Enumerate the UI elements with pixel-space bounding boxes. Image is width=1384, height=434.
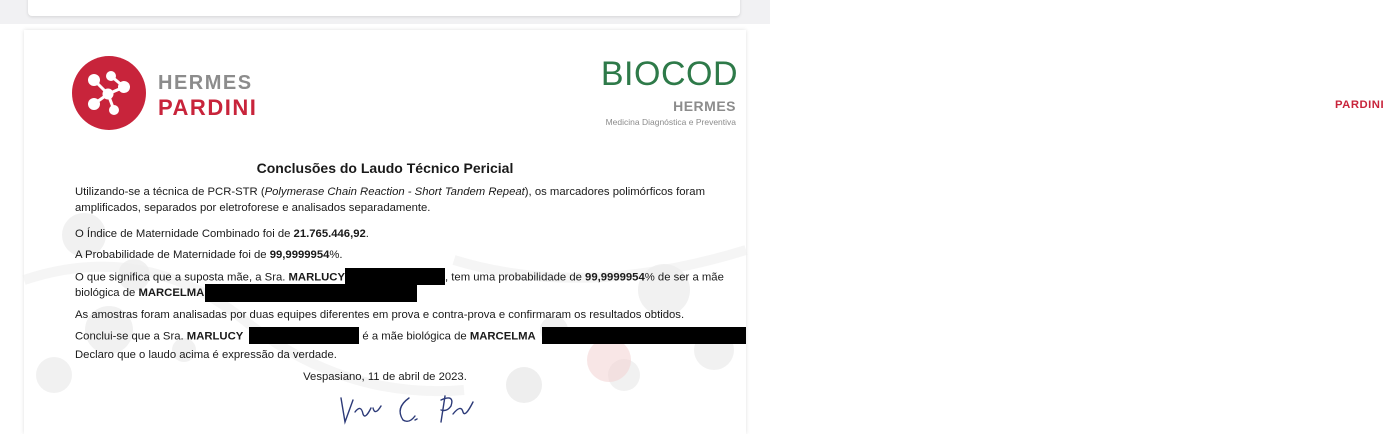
- logo-hermes-text: HERMES: [158, 72, 253, 94]
- biocod-brand-hermes: HERMES: [673, 98, 736, 114]
- redaction-bar: [345, 268, 445, 285]
- paragraph-conclusion: [75, 328, 735, 345]
- paragraph-method: [75, 185, 735, 216]
- index-text: O Índice de Maternidade Combinado foi de: [75, 228, 294, 240]
- logo-pardini-text: PARDINI: [158, 95, 258, 120]
- probability-text: A Probabilidade de Maternidade foi de: [75, 249, 270, 261]
- probability-end: %.: [329, 249, 343, 261]
- biocod-tagline: Medicina Diagnóstica e Preventiva: [605, 117, 736, 127]
- biocod-brand-pardini: PARDINI: [1334, 99, 1384, 111]
- redaction-bar: [205, 284, 417, 302]
- report-page: [24, 30, 1384, 434]
- meaning-text-a: O que significa que a suposta mãe, a Sra.: [75, 271, 289, 284]
- biocod-brand-line: [673, 98, 1384, 114]
- conclusion-text-a: Conclui-se que a Sra.: [75, 330, 187, 343]
- signature-icon: [329, 390, 489, 430]
- redaction-bar: [542, 327, 746, 344]
- paragraph-declaration: Declaro que o laudo acima é expressão da verdade.: [75, 349, 337, 361]
- meaning-line2-text: biológica de: [75, 287, 139, 299]
- index-value: 21.765.446,92: [293, 228, 366, 240]
- biocod-wordmark: BIOCOD: [600, 55, 738, 93]
- meaning-text-c: % de ser a mãe: [644, 271, 724, 284]
- hermes-pardini-emblem-icon: [72, 56, 146, 130]
- method-text-a: Utilizando-se a técnica de PCR-STR (: [75, 186, 265, 198]
- method-text-line2: amplificados, separados por eletroforese e analisados separadamente.: [75, 201, 431, 214]
- biocod-logo: [592, 55, 1384, 136]
- conclusion-mother-name: MARLUCY: [186, 330, 244, 343]
- hermes-pardini-logo: [72, 56, 292, 132]
- index-end: .: [365, 228, 369, 240]
- previous-page-edge: [0, 0, 770, 24]
- paragraph-combined-index: [75, 227, 735, 243]
- method-text-b: ), os marcadores polimórficos foram: [524, 186, 705, 198]
- redaction-bar: [249, 327, 359, 344]
- probability-value: 99,9999954: [269, 249, 330, 261]
- conclusion-child-name: MARCELMA: [469, 330, 536, 343]
- method-text-italic: Polymerase Chain Reaction - Short Tandem Repeat: [264, 186, 525, 198]
- meaning-probability-value: 99,9999954: [585, 271, 645, 284]
- conclusion-text-b: é a mãe biológica de: [362, 330, 470, 343]
- paragraph-samples: As amostras foram analisadas por duas equipes diferentes em prova e contra-prova e confirmaram os resultados obtidos.: [75, 309, 685, 321]
- report-date: Vespasiano, 11 de abril de 2023.: [303, 371, 467, 383]
- meaning-text-b: , tem uma probabilidade de: [445, 271, 586, 284]
- child-name: MARCELMA: [138, 287, 205, 299]
- report-title: Conclusões do Laudo Técnico Pericial: [256, 160, 514, 176]
- paragraph-probability: [75, 248, 735, 264]
- previous-page-bottom: [28, 0, 740, 16]
- mother-name: MARLUCY: [288, 271, 345, 284]
